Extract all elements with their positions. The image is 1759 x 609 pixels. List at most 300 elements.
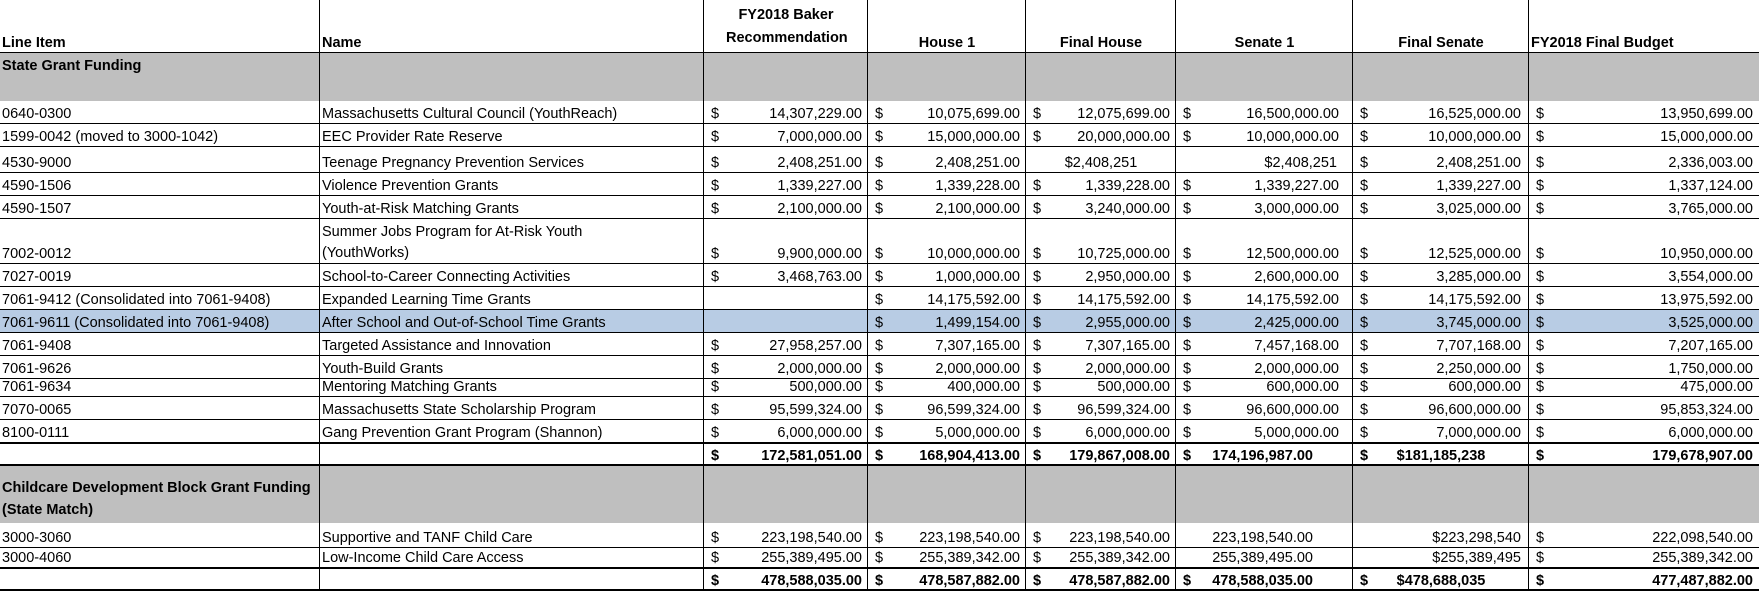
cell-final-house — [1026, 287, 1176, 310]
cell-house1 — [868, 147, 1026, 173]
section-title: Childcare Development Block Grant Funding (State Match) — [2, 480, 311, 518]
cell-final-senate — [1353, 264, 1529, 287]
amount-value: 7,000,000.00 — [777, 129, 862, 145]
amount-value: 223,198,540.00 — [1212, 530, 1313, 546]
amount-value: $255,389,495 — [1432, 550, 1521, 566]
amount-value: 7,457,168.00 — [1254, 338, 1339, 354]
cell-house1 — [868, 548, 1026, 568]
amount-value: 10,000,000.00 — [927, 246, 1020, 262]
cell-baker — [704, 287, 868, 310]
amount-value: 478,587,882.00 — [1069, 573, 1170, 589]
cell-house1 — [868, 124, 1026, 147]
amount-value: 10,075,699.00 — [927, 106, 1020, 122]
cell-final-senate — [1353, 333, 1529, 356]
amount-value: 10,000,000.00 — [1428, 129, 1521, 145]
currency-symbol: $ — [1536, 550, 1545, 566]
header-label: Line Item — [2, 35, 66, 51]
cell-line-item — [0, 568, 320, 591]
cell-line-item — [0, 124, 320, 147]
amount-value: 2,000,000.00 — [935, 361, 1020, 377]
cell-final-house — [1026, 196, 1176, 219]
cell-final-house — [1026, 420, 1176, 443]
currency-symbol: $ — [1033, 361, 1042, 377]
cell-final-budget — [1529, 287, 1759, 310]
header-house1 — [868, 0, 1026, 53]
amount-value: 2,336,003.00 — [1668, 155, 1753, 171]
cell-final-budget — [1529, 219, 1759, 264]
column-divider — [1352, 0, 1353, 591]
amount-value: 478,588,035.00 — [761, 573, 862, 589]
cell-house1 — [868, 76, 1026, 101]
program-name: Youth-at-Risk Matching Grants — [322, 201, 519, 217]
cell-line-item — [0, 523, 320, 548]
cell-senate1 — [1176, 147, 1353, 173]
currency-symbol: $ — [875, 155, 884, 171]
cell-final-senate — [1353, 196, 1529, 219]
amount-value: 2,100,000.00 — [935, 201, 1020, 217]
currency-symbol: $ — [1033, 129, 1042, 145]
cell-line-item — [0, 333, 320, 356]
cell-final-house — [1026, 379, 1176, 397]
cell-baker — [704, 568, 868, 591]
cell-final-senate — [1353, 397, 1529, 420]
amount-value: 1,499,154.00 — [935, 315, 1020, 331]
line-item-code: 7061-9634 — [2, 379, 72, 395]
row-divider — [0, 567, 1759, 569]
line-item-code: 7061-9408 — [2, 338, 72, 354]
currency-symbol: $ — [1033, 178, 1042, 194]
amount-value: 7,707,168.00 — [1436, 338, 1521, 354]
amount-value: 2,000,000.00 — [1254, 361, 1339, 377]
amount-value: 96,600,000.00 — [1428, 402, 1521, 418]
amount-value: 2,600,000.00 — [1254, 269, 1339, 285]
currency-symbol: $ — [875, 201, 884, 217]
currency-symbol: $ — [1536, 425, 1545, 441]
cell-house1 — [868, 219, 1026, 264]
currency-symbol: $ — [1360, 178, 1369, 194]
currency-symbol: $ — [1033, 550, 1042, 566]
program-name: Mentoring Matching Grants — [322, 379, 497, 395]
currency-symbol: $ — [1183, 573, 1192, 589]
currency-symbol: $ — [1536, 178, 1545, 194]
program-name: Gang Prevention Grant Program (Shannon) — [322, 425, 603, 441]
cell-name — [320, 397, 704, 420]
cell-final-house — [1026, 219, 1176, 264]
cell-house1 — [868, 523, 1026, 548]
row-divider — [0, 442, 1759, 444]
program-name: Supportive and TANF Child Care — [322, 530, 533, 546]
header-final-house — [1026, 0, 1176, 53]
currency-symbol: $ — [1536, 402, 1545, 418]
currency-symbol: $ — [1536, 246, 1545, 262]
amount-value: 2,000,000.00 — [1085, 361, 1170, 377]
currency-symbol: $ — [1536, 201, 1545, 217]
cell-line-item — [0, 53, 320, 76]
program-name: Youth-Build Grants — [322, 361, 444, 377]
currency-symbol: $ — [1033, 425, 1042, 441]
currency-symbol: $ — [711, 448, 720, 464]
currency-symbol: $ — [711, 338, 720, 354]
line-item-code: 4590-1506 — [2, 178, 72, 194]
amount-value: 10,725,000.00 — [1077, 246, 1170, 262]
cell-name — [320, 523, 704, 548]
cell-baker — [704, 420, 868, 443]
cell-baker — [704, 124, 868, 147]
cell-senate1 — [1176, 523, 1353, 548]
currency-symbol: $ — [1033, 106, 1042, 122]
cell-final-budget — [1529, 379, 1759, 397]
amount-value: 255,389,342.00 — [1069, 550, 1170, 566]
amount-value: $478,688,035 — [1396, 573, 1486, 589]
cell-final-house — [1026, 523, 1176, 548]
table-row — [0, 264, 1759, 287]
cell-final-house — [1026, 548, 1176, 568]
currency-symbol: $ — [711, 155, 720, 171]
column-divider — [1025, 0, 1026, 591]
cell-baker — [704, 173, 868, 196]
currency-symbol: $ — [711, 361, 720, 377]
cell-senate1 — [1176, 333, 1353, 356]
amount-value: 15,000,000.00 — [927, 129, 1020, 145]
amount-value: 13,950,699.00 — [1660, 106, 1753, 122]
cell-name — [320, 356, 704, 379]
cell-line-item — [0, 379, 320, 397]
cell-line-item — [0, 264, 320, 287]
cell-line-item — [0, 76, 320, 101]
cell-final-budget — [1529, 53, 1759, 76]
table-row — [0, 173, 1759, 196]
amount-value: $2,408,251 — [1264, 155, 1337, 171]
amount-value: 255,389,342.00 — [919, 550, 1020, 566]
amount-value: 2,250,000.00 — [1436, 361, 1521, 377]
cell-name — [320, 287, 704, 310]
table-row — [0, 147, 1759, 173]
currency-symbol: $ — [711, 201, 720, 217]
line-item-code: 7061-9412 (Consolidated into 7061-9408) — [2, 292, 271, 308]
table-row — [0, 333, 1759, 356]
program-name: Massachusetts State Scholarship Program — [322, 402, 597, 418]
cell-final-house — [1026, 333, 1176, 356]
amount-value: $181,185,238 — [1396, 448, 1486, 464]
amount-value: 179,867,008.00 — [1069, 448, 1170, 464]
amount-value: 2,950,000.00 — [1085, 269, 1170, 285]
currency-symbol: $ — [1033, 379, 1042, 395]
cell-final-house — [1026, 124, 1176, 147]
amount-value: 475,000.00 — [1680, 379, 1753, 395]
table-row — [0, 397, 1759, 420]
cell-final-budget — [1529, 173, 1759, 196]
cell-house1 — [868, 333, 1026, 356]
amount-value: 14,175,592.00 — [1077, 292, 1170, 308]
cell-senate1 — [1176, 264, 1353, 287]
cell-baker — [704, 466, 868, 523]
amount-value: 3,285,000.00 — [1436, 269, 1521, 285]
cell-final-budget — [1529, 101, 1759, 124]
program-name: Massachusetts Cultural Council (YouthReach) — [322, 106, 618, 122]
cell-name — [320, 420, 704, 443]
amount-value: 600,000.00 — [1266, 379, 1339, 395]
cell-baker — [704, 356, 868, 379]
cell-senate1 — [1176, 379, 1353, 397]
table-row — [0, 101, 1759, 124]
amount-value: 172,581,051.00 — [761, 448, 862, 464]
cell-final-senate — [1353, 379, 1529, 397]
currency-symbol: $ — [1360, 315, 1369, 331]
currency-symbol: $ — [875, 402, 884, 418]
cell-final-senate — [1353, 101, 1529, 124]
cell-name — [320, 101, 704, 124]
program-name: Teenage Pregnancy Prevention Services — [322, 155, 584, 171]
cell-name — [320, 147, 704, 173]
cell-senate1 — [1176, 173, 1353, 196]
amount-value: 1,339,227.00 — [777, 178, 862, 194]
cell-line-item — [0, 287, 320, 310]
table-row — [0, 548, 1759, 568]
amount-value: 1,337,124.00 — [1668, 178, 1753, 194]
currency-symbol: $ — [875, 550, 884, 566]
amount-value: 1,339,228.00 — [935, 178, 1020, 194]
header-label: Name — [322, 35, 362, 51]
cell-final-senate — [1353, 443, 1529, 466]
cell-senate1 — [1176, 548, 1353, 568]
header-label: House 1 — [918, 35, 976, 51]
cell-name — [320, 219, 704, 264]
column-divider — [319, 0, 320, 591]
cell-line-item — [0, 420, 320, 443]
currency-symbol: $ — [875, 129, 884, 145]
amount-value: 1,339,227.00 — [1254, 178, 1339, 194]
amount-value: 13,975,592.00 — [1660, 292, 1753, 308]
program-name: School-to-Career Connecting Activities — [322, 269, 571, 285]
cell-final-budget — [1529, 76, 1759, 101]
row-divider — [0, 589, 1759, 591]
amount-value: 478,588,035.00 — [1212, 573, 1313, 589]
amount-value: 14,175,592.00 — [927, 292, 1020, 308]
line-item-code: 1599-0042 (moved to 3000-1042) — [2, 129, 219, 145]
currency-symbol: $ — [1183, 129, 1192, 145]
currency-symbol: $ — [1360, 402, 1369, 418]
amount-value: 1,750,000.00 — [1668, 361, 1753, 377]
cell-line-item — [0, 548, 320, 568]
cell-line-item — [0, 173, 320, 196]
cell-final-senate — [1353, 568, 1529, 591]
currency-symbol: $ — [1536, 448, 1545, 464]
amount-value: 5,000,000.00 — [935, 425, 1020, 441]
header-final-budget — [1529, 0, 1759, 53]
currency-symbol: $ — [711, 530, 720, 546]
currency-symbol: $ — [1183, 425, 1192, 441]
amount-value: 3,468,763.00 — [777, 269, 862, 285]
cell-final-budget — [1529, 196, 1759, 219]
cell-baker — [704, 53, 868, 76]
amount-value: 3,525,000.00 — [1668, 315, 1753, 331]
table-row — [0, 196, 1759, 219]
currency-symbol: $ — [711, 178, 720, 194]
cell-final-house — [1026, 310, 1176, 333]
column-divider — [1528, 0, 1529, 591]
header-label: Senate 1 — [1234, 35, 1295, 51]
amount-value: 16,500,000.00 — [1246, 106, 1339, 122]
cell-final-house — [1026, 147, 1176, 173]
currency-symbol: $ — [875, 246, 884, 262]
cell-final-budget — [1529, 147, 1759, 173]
currency-symbol: $ — [1033, 448, 1042, 464]
header-line-item — [0, 0, 320, 53]
amount-value: 14,307,229.00 — [769, 106, 862, 122]
amount-value: 6,000,000.00 — [777, 425, 862, 441]
amount-value: 223,198,540.00 — [1069, 530, 1170, 546]
cell-final-senate — [1353, 76, 1529, 101]
cell-name — [320, 53, 704, 76]
cell-baker — [704, 397, 868, 420]
amount-value: 10,000,000.00 — [1246, 129, 1339, 145]
program-name: Summer Jobs Program for At-Risk Youth (YouthWorks) — [322, 224, 583, 261]
cell-house1 — [868, 568, 1026, 591]
cell-line-item — [0, 219, 320, 264]
currency-symbol: $ — [1360, 155, 1369, 171]
cell-senate1 — [1176, 53, 1353, 76]
amount-value: 2,408,251.00 — [777, 155, 862, 171]
currency-symbol: $ — [1033, 201, 1042, 217]
amount-value: $2,408,251 — [1064, 155, 1138, 171]
amount-value: 255,389,342.00 — [1652, 550, 1753, 566]
currency-symbol: $ — [1536, 155, 1545, 171]
amount-value: 12,500,000.00 — [1246, 246, 1339, 262]
cell-final-budget — [1529, 443, 1759, 466]
table-row — [0, 356, 1759, 379]
cell-final-senate — [1353, 287, 1529, 310]
amount-value: 96,599,324.00 — [1077, 402, 1170, 418]
cell-name — [320, 568, 704, 591]
cell-house1 — [868, 356, 1026, 379]
cell-baker — [704, 333, 868, 356]
header-final-senate — [1353, 0, 1529, 53]
cell-senate1 — [1176, 443, 1353, 466]
amount-value: 12,525,000.00 — [1428, 246, 1521, 262]
currency-symbol: $ — [875, 361, 884, 377]
cell-house1 — [868, 173, 1026, 196]
line-item-code: 7061-9611 (Consolidated into 7061-9408) — [2, 315, 270, 331]
amount-value: 2,408,251.00 — [1436, 155, 1521, 171]
cell-house1 — [868, 264, 1026, 287]
amount-value: 3,745,000.00 — [1436, 315, 1521, 331]
currency-symbol: $ — [711, 379, 720, 395]
currency-symbol: $ — [1536, 530, 1545, 546]
program-name: After School and Out-of-School Time Grants — [322, 315, 606, 331]
currency-symbol: $ — [1360, 292, 1369, 308]
currency-symbol: $ — [1360, 201, 1369, 217]
cell-house1 — [868, 310, 1026, 333]
column-divider — [1175, 0, 1176, 591]
cell-final-house — [1026, 397, 1176, 420]
cell-house1 — [868, 466, 1026, 523]
cell-final-senate — [1353, 420, 1529, 443]
cell-senate1 — [1176, 568, 1353, 591]
currency-symbol: $ — [1033, 292, 1042, 308]
cell-line-item — [0, 443, 320, 466]
line-item-code: 3000-3060 — [2, 530, 72, 546]
cell-final-house — [1026, 568, 1176, 591]
currency-symbol: $ — [875, 530, 884, 546]
amount-value: 12,075,699.00 — [1077, 106, 1170, 122]
cell-line-item — [0, 310, 320, 333]
cell-house1 — [868, 397, 1026, 420]
table-row — [0, 523, 1759, 548]
cell-baker — [704, 443, 868, 466]
amount-value: 179,678,907.00 — [1652, 448, 1753, 464]
amount-value: 1,000,000.00 — [935, 269, 1020, 285]
currency-symbol: $ — [1536, 361, 1545, 377]
currency-symbol: $ — [1183, 269, 1192, 285]
table-row — [0, 124, 1759, 147]
amount-value: 1,339,227.00 — [1436, 178, 1521, 194]
cell-final-senate — [1353, 219, 1529, 264]
cell-final-senate — [1353, 147, 1529, 173]
amount-value: 10,950,000.00 — [1660, 246, 1753, 262]
amount-value: 96,600,000.00 — [1246, 402, 1339, 418]
amount-value: 255,389,495.00 — [761, 550, 862, 566]
cell-final-senate — [1353, 124, 1529, 147]
section-row — [0, 53, 1759, 76]
line-item-code: 7027-0019 — [2, 269, 72, 285]
amount-value: 223,198,540.00 — [761, 530, 862, 546]
totals-row — [0, 443, 1759, 466]
cell-final-budget — [1529, 397, 1759, 420]
header-label: Final Senate — [1398, 35, 1484, 51]
cell-baker — [704, 101, 868, 124]
amount-value: 7,000,000.00 — [1436, 425, 1521, 441]
amount-value: 9,900,000.00 — [777, 246, 862, 262]
cell-name — [320, 173, 704, 196]
currency-symbol: $ — [1183, 106, 1192, 122]
currency-symbol: $ — [1360, 129, 1369, 145]
amount-value: 2,955,000.00 — [1085, 315, 1170, 331]
cell-final-senate — [1353, 173, 1529, 196]
cell-senate1 — [1176, 219, 1353, 264]
cell-baker — [704, 523, 868, 548]
amount-value: 500,000.00 — [789, 379, 862, 395]
cell-house1 — [868, 196, 1026, 219]
currency-symbol: $ — [1536, 129, 1545, 145]
currency-symbol: $ — [1033, 402, 1042, 418]
cell-house1 — [868, 379, 1026, 397]
amount-value: $223,298,540 — [1432, 530, 1521, 546]
line-item-code: 7002-0012 — [2, 246, 72, 262]
amount-value: 3,240,000.00 — [1085, 201, 1170, 217]
amount-value: 7,207,165.00 — [1668, 338, 1753, 354]
cell-final-senate — [1353, 466, 1529, 523]
cell-final-house — [1026, 53, 1176, 76]
cell-final-budget — [1529, 310, 1759, 333]
amount-value: 27,958,257.00 — [769, 338, 862, 354]
cell-house1 — [868, 443, 1026, 466]
header-name — [320, 0, 704, 53]
currency-symbol: $ — [875, 106, 884, 122]
amount-value: 16,525,000.00 — [1428, 106, 1521, 122]
table-row — [0, 420, 1759, 443]
currency-symbol: $ — [1360, 425, 1369, 441]
currency-symbol: $ — [875, 315, 884, 331]
currency-symbol: $ — [1536, 338, 1545, 354]
cell-senate1 — [1176, 356, 1353, 379]
amount-value: 7,307,165.00 — [1085, 338, 1170, 354]
currency-symbol: $ — [711, 402, 720, 418]
currency-symbol: $ — [1360, 106, 1369, 122]
currency-symbol: $ — [875, 379, 884, 395]
amount-value: 14,175,592.00 — [1428, 292, 1521, 308]
cell-name — [320, 443, 704, 466]
cell-name — [320, 466, 704, 523]
